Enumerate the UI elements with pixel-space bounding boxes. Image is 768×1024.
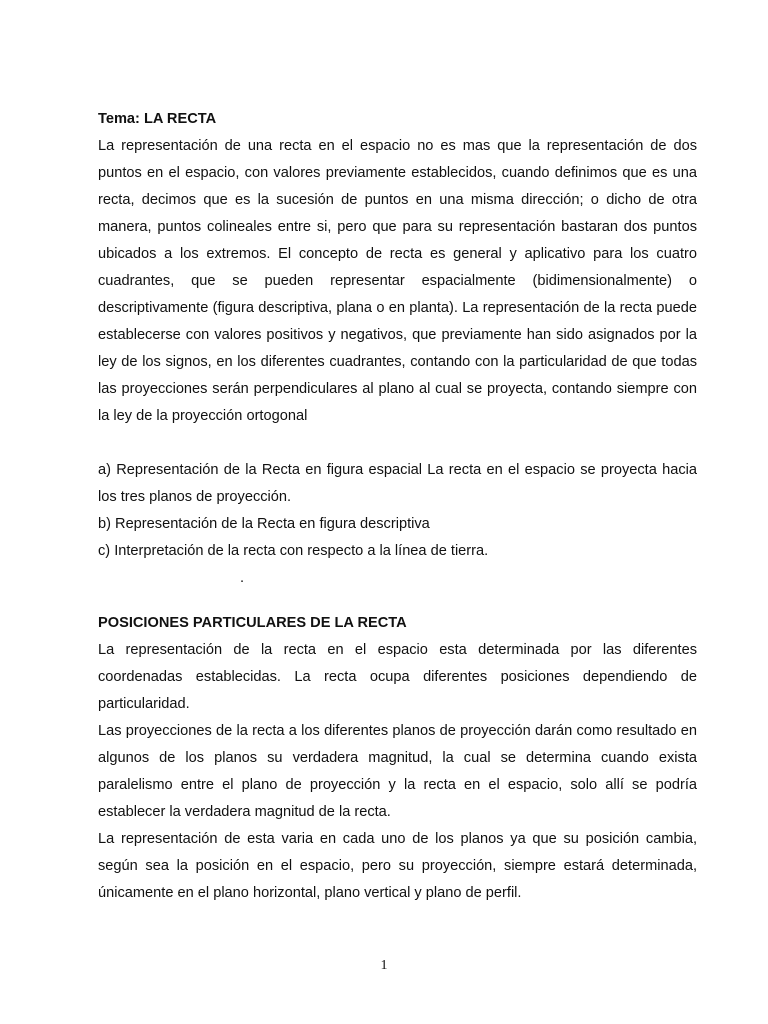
section-heading-posiciones: POSICIONES PARTICULARES DE LA RECTA (98, 615, 407, 631)
intro-paragraph: La representación de una recta en el espacio no es mas que la representación de dos puntos en el espacio, con valores previamente establecidos, cuando definimos que es una recta, decimos que es la sucesión de puntos en una misma dirección; o dicho de otra manera, puntos colineales entre si, pero que para su representación bastaran dos puntos ubicados a los extremos. El concepto de recta es general y aplicativo para los cuatro cuadrantes, que se pueden representar espacialmente (bidimensionalmente) o descriptivamente (figura descriptiva, plana o en planta). La representación de la recta puede establecerse con valores positivos y negativos, que previamente han sido asignados por la ley de los signos, en los diferentes cuadrantes, contando con la particularidad de que todas las proyecciones serán perpendiculares al plano al cual se proyecta, contando siempre con la ley de la proyección ortogonal (98, 138, 697, 424)
list-item-a: a) Representación de la Recta en figura espacial La recta en el espacio se proyecta hacia los tres planos de proyección. (98, 462, 697, 505)
paragraph-coordenadas: La representación de la recta en el espacio esta determinada por las diferentes coordenadas establecidas. La recta ocupa diferentes posiciones dependiendo de particularidad. (98, 642, 697, 712)
page-content (98, 106, 697, 907)
list-item-b: b) Representación de la Recta en figura descriptiva (98, 516, 430, 532)
list-item-c: c) Interpretación de la recta con respecto a la línea de tierra. (98, 543, 489, 559)
spacer (98, 592, 697, 610)
paragraph-proyecciones: Las proyecciones de la recta a los diferentes planos de proyección darán como resultado en algunos de los planos su verdadera magnitud, la cual se determina cuando exista paralelismo entre el plano de proyección y la recta en el espacio, solo allí se podría establecer la verdadera magnitud de la recta. (98, 723, 697, 820)
section-heading-la-recta: Tema: LA RECTA (98, 111, 217, 127)
paragraph-representacion: La representación de esta varia en cada uno de los planos ya que su posición cambia, según sea la posición en el espacio, pero su proyección, siempre estará determinada, únicamente en el plano horizontal, plano vertical y plano de perfil. (98, 831, 697, 901)
stray-dot: . (240, 570, 245, 586)
page-number: 1 (380, 958, 388, 973)
spacer (98, 430, 697, 457)
